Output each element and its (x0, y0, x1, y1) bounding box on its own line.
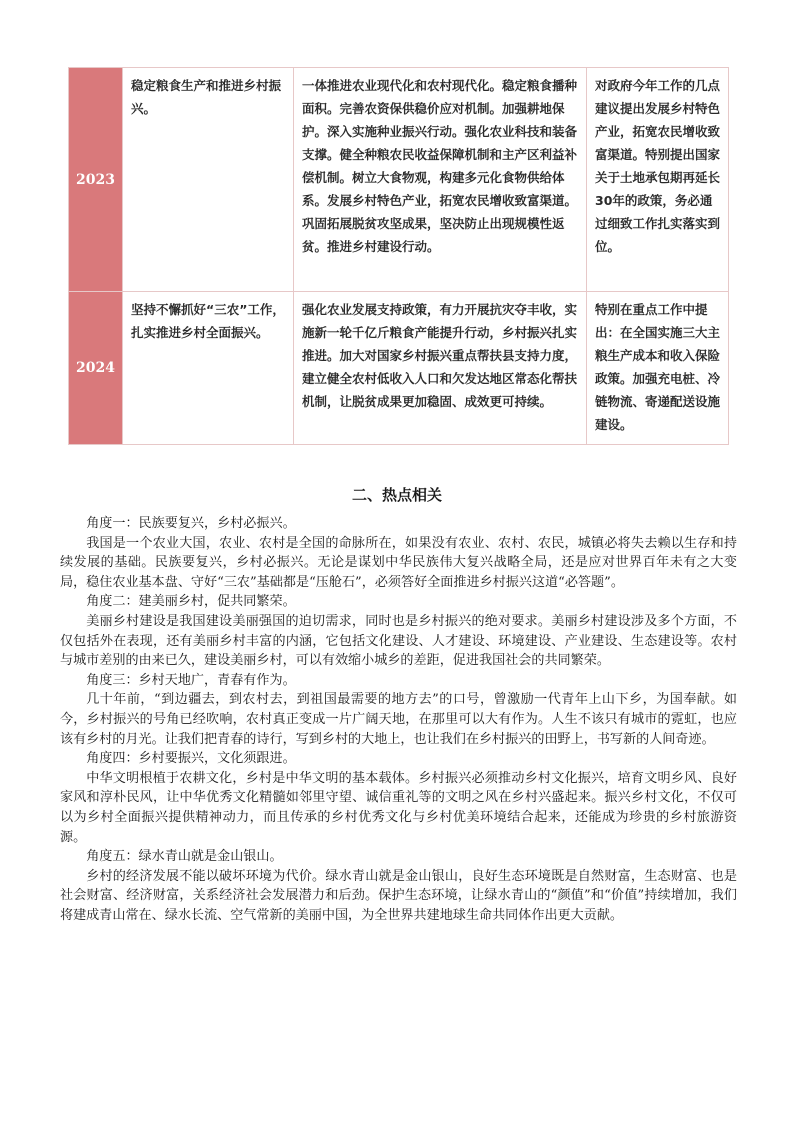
table-row (69, 292, 729, 445)
paragraph: 我国是一个农业大国，农业、农村是全国的命脉所在，如果没有农业、农村、农民，城镇必将失去赖以生存和持续发展的基础。民族要复兴，乡村必振兴。无论是谋划中华民族伟大复兴战略全局，还是应对世界百年未有之大变局，稳住农业基本盘、守好“三农”基础都是“压舱石”，必须答好全面推进乡村振兴这道“必答题”。 (60, 535, 737, 590)
theme-cell (123, 68, 294, 292)
note-text: 特别在重点工作中提出：在全国实施三大主粮生产成本和收入保险政策。加强充电桩、冷链物流、寄递配送设施建设。 (595, 302, 721, 432)
angle-heading: 角度三：乡村天地广，青春有作为。 (86, 672, 296, 688)
policy-table (68, 67, 729, 445)
note-cell (587, 68, 729, 292)
paragraph: 中华文明根植于农耕文化，乡村是中华文明的基本载体。乡村振兴必须推动乡村文化振兴，培育文明乡风、良好家风和淳朴民风，让中华优秀文化精髓如邻里守望、诚信重礼等的文明之风在乡村兴盛起来。振兴乡村文化，不仅可以为乡村全面振兴提供精神动力，而且传承的乡村优秀文化与乡村优美环境结合起来，还能成为珍贵的乡村旅游资源。 (60, 770, 737, 845)
content-cell (294, 68, 587, 292)
year-cell: 2024 (69, 292, 123, 445)
note-cell (587, 292, 729, 445)
angle-heading: 角度一：民族要复兴，乡村必振兴。 (86, 516, 296, 531)
theme-cell (123, 292, 294, 445)
angle-heading: 角度四：乡村要振兴，文化须跟进。 (86, 751, 296, 767)
note-text: 对政府今年工作的几点建议提出发展乡村特色产业，拓宽农民增收致富渠道。特别提出国家关于土地承包期再延长30年的政策，务必通过细致工作扎实落实到位。 (595, 78, 721, 254)
theme-text: 坚持不懈抓好“三农”工作，扎实推进乡村全面振兴。 (131, 302, 285, 340)
content-text: 强化农业发展支持政策，有力开展抗灾夺丰收，实施新一轮千亿斤粮食产能提升行动，乡村振兴扎实推进。加大对国家乡村振兴重点帮扶县支持力度，建立健全农村低收入人口和欠发达地区常态化帮扶机制，让脱贫成果更加稳固、成效更可持续。 (302, 302, 578, 409)
paragraph: 美丽乡村建设是我国建设美丽强国的迫切需求，同时也是乡村振兴的绝对要求。美丽乡村建设涉及多个方面，不仅包括外在表现，还有美丽乡村丰富的内涵，它包括文化建设、人才建设、环境建设、产业建设、生态建设等。农村与城市差别的由来已久，建设美丽乡村，可以有效缩小城乡的差距，促进我国社会的共同繁荣。 (60, 613, 737, 669)
year-cell: 2023 (69, 68, 123, 292)
angle-heading: 角度二：建美丽乡村，促共同繁荣。 (86, 594, 296, 610)
article-body (60, 514, 737, 925)
paragraph: 几十年前，“到边疆去，到农村去，到祖国最需要的地方去”的口号，曾激励一代青年上山下乡，为国奉献。如今，乡村振兴的号角已经吹响，农村真正变成一片广阔天地，在那里可以大有作为。人生不该只有城市的霓虹，也应该有乡村的月光。让我们把青春的诗行，写到乡村的大地上，也让我们在乡村振兴的田野上，书写新的人间奇迹。 (60, 692, 737, 747)
angle-heading: 角度五：绿水青山就是金山银山。 (86, 849, 283, 865)
section-title: 二、热点相关 (351, 486, 442, 504)
paragraph: 乡村的经济发展不能以破坏环境为代价。绿水青山就是金山银山，良好生态环境既是自然财富，生态财富、也是社会财富、经济财富，关系经济社会发展潜力和后劲。保护生态环境，让绿水青山的“颜值”和“价值”持续增加，我们将建成青山常在、绿水长流、空气常新的美丽中国，为全世界共建地球生命共同体作出更大贡献。 (60, 868, 737, 923)
theme-text: 稳定粮食生产和推进乡村振兴。 (131, 78, 282, 116)
content-cell (294, 292, 587, 445)
table-row (69, 68, 729, 292)
content-text: 一体推进农业现代化和农村现代化。稳定粮食播种面积。完善农资保供稳价应对机制。加强耕地保护。深入实施种业振兴行动。强化农业科技和装备支撑。健全种粮农民收益保障机制和主产区利益补偿机制。树立大食物观，构建多元化食物供给体系。发展乡村特色产业，拓宽农民增收致富渠道。巩固拓展脱贫攻坚成果，坚决防止出现规模性返贫。推进乡村建设行动。 (302, 78, 578, 254)
